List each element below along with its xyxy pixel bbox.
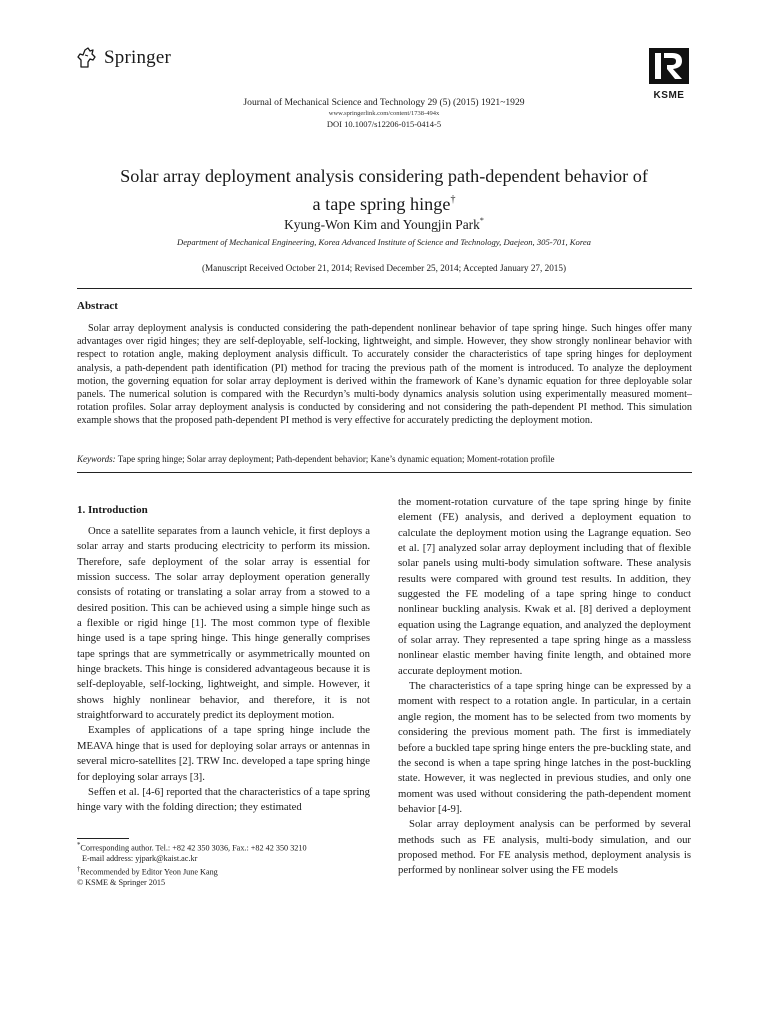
ksme-emblem-icon xyxy=(649,48,689,84)
keywords-list: Tape spring hinge; Solar array deployment; Path-dependent behavior; Kane’s dynamic equation; Moment-rotation profile xyxy=(117,454,555,464)
abstract-heading: Abstract xyxy=(77,300,118,312)
springer-horse-icon xyxy=(76,46,98,70)
divider-bottom xyxy=(77,472,692,473)
springer-logo xyxy=(76,46,171,70)
footnote-divider xyxy=(77,838,129,839)
author-names: Kyung-Won Kim and Youngjin Park xyxy=(284,217,480,232)
intro-paragraph: the moment-rotation curvature of the tape spring hinge by finite element (FE) analysis, and derived a deployment equation to calculate the deployment motion using the Lagrange equation. Seo et al. [7] analyzed solar array deployment including that of flexible solar panels using multi-body simulation software. These analysis results were compared with ground test results. In addition, they suggested the FE modeling of a tape spring hinge to conduct nonlinear buckling analysis. Kwak et al. [8] derived a deployment equation using the Lagrange equation, and analyzed the deployment of solar array. They represented a tape spring hinge as a massless nonlinear elastic member having finite length, and obtained more accurate deployment motion. xyxy=(398,496,691,677)
title-line-2: a tape spring hinge xyxy=(312,194,451,214)
introduction-heading: 1. Introduction xyxy=(77,504,148,516)
manuscript-dates: (Manuscript Received October 21, 2014; Revised December 25, 2014; Accepted January 27, 2015) xyxy=(201,263,567,273)
title-dagger: † xyxy=(450,194,456,205)
affiliation: Department of Mechanical Engineering, Korea Advanced Institute of Science and Technology, Daejeon, 305-701, Korea xyxy=(177,237,591,247)
springer-wordmark: Springer xyxy=(104,47,172,68)
intro-paragraph: Examples of applications of a tape spring hinge include the MEAVA hinge that is used for deploying solar arrays or antennas in several micro-satellites [2]. TRW Inc. developed a tape spring hinge for deploying solar arrays [3]. xyxy=(77,724,370,783)
footnote-corresponding xyxy=(77,841,370,854)
author-asterisk: * xyxy=(479,216,484,225)
intro-paragraph: The characteristics of a tape spring hinge can be expressed by a moment with respect to a rotation angle. In particular, in a certain angle region, the moment has to be selected from two moments by considering the previous moment path. The first is immediately before a buckled tape spring hinge enters the pre-buckling state, and the second is when a tape spring hinge latches in the post-buckling state. However, it was neglected in previous studies, and only one moment was used without considering the path-dependent moment behavior [4-9]. xyxy=(398,680,691,815)
doi: DOI 10.1007/s12206-015-0414-5 xyxy=(326,119,442,129)
footnote-asterisk: * xyxy=(77,842,81,849)
ksme-label: KSME xyxy=(653,90,685,101)
intro-paragraph: Once a satellite separates from a launch vehicle, it first deploys a solar array and starts producing electricity to perform its mission. Therefore, safe deployment of the solar array is essential for mission success. The solar array deployment operation generally consists of rotating or translating a solar array from a stowed to a desired position. This can be achieved using a simple hinge such as a flexible or rigid hinge [1]. The most common type of flexible hinge used is a tape spring hinge. This hinge generally comprises tape springs that are symmetrically or asymmetrically mounted on hinge brackets. This hinge is considered advantageous because it is self-deployable, self-locking, lightweight, and simple. However, it shows highly nonlinear behavior, and therefore, it is not straightforward to accurately predict its deployment motion. xyxy=(77,525,370,722)
journal-url[interactable]: www.springerlink.com/content/1738-494x xyxy=(328,110,440,117)
footnotes xyxy=(77,841,370,889)
footnote-copyright: © KSME & Springer 2015 xyxy=(77,878,166,888)
ksme-logo xyxy=(646,48,692,101)
right-column xyxy=(398,495,691,879)
authors xyxy=(0,216,768,233)
title-line-1: Solar array deployment analysis considering path-dependent behavior of xyxy=(120,166,648,186)
abstract-text: Solar array deployment analysis is conducted considering the path-dependent nonlinear behavior of tape spring hinge. Such hinges offer many advantages over rigid hinges; they are self-deployable, self-locking, lightweight, and simple. However, they show strongly nonlinear behavior with respect to rotation angle, making deployment analysis difficult. To accurately consider the characteristics of tape spring hinges for deployment analysis, a path-dependent path identification (PI) method for tracing the previous path of the moment is introduced. To analyze the deployment motion, the governing equation for solar array deployment is derived within the framework of Kane’s dynamic equation for three deployable solar panels. The numerical solution is compared with the Recurdyn’s multi-body dynamics analysis solution using experimentally measured moment–rotation profiles. Solar array deployment analysis is conducted by considering and not considering the path-dependent PI method. This simulation example shows that the proposed path-dependent PI method is very effective for accurately predicting the deployment motion. xyxy=(77,323,692,427)
article-title xyxy=(100,164,668,216)
divider-top xyxy=(77,288,692,289)
journal-citation: Journal of Mechanical Science and Technology 29 (5) (2015) 1921~1929 xyxy=(243,97,525,108)
footnote-corresponding-text: Corresponding author. Tel.: +82 42 350 3036, Fax.: +82 42 350 3210 xyxy=(80,843,307,853)
keywords-label: Keywords: xyxy=(77,454,116,464)
footnote-recommended-text: Recommended by Editor Yeon June Kang xyxy=(80,867,218,877)
intro-paragraph: Solar array deployment analysis can be performed by several methods such as FE analysis, multi-body simulation, and our proposed method. For FE analysis method, deployment analysis is performed by nonlinear solver using the FE models xyxy=(398,818,691,877)
left-column xyxy=(77,524,370,816)
intro-paragraph: Seffen et al. [4-6] reported that the characteristics of a tape spring hinge vary with the folding direction; they estimated xyxy=(77,785,370,814)
footnote-recommended xyxy=(77,865,370,878)
footnote-dagger: † xyxy=(77,865,81,873)
footnote-email: E-mail address: yjpark@kaist.ac.kr xyxy=(82,854,198,864)
keywords xyxy=(77,454,692,464)
